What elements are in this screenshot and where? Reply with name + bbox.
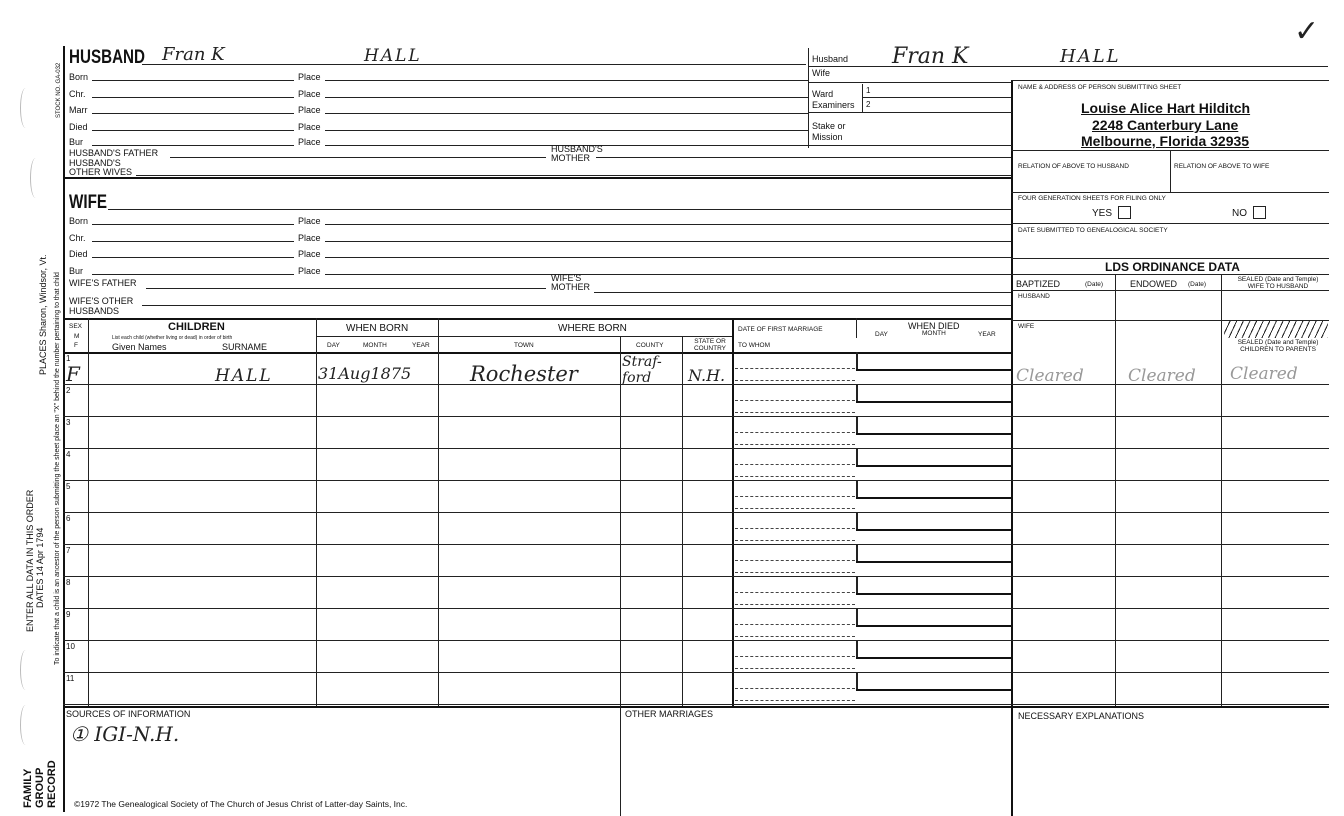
wife-chr-place-label: Place [298, 233, 321, 243]
when-born-header: WHEN BORN [346, 323, 409, 334]
husband-died-label: Died [69, 122, 88, 132]
husband-marr-place-label: Place [298, 105, 321, 115]
wife-chr-label: Chr. [69, 233, 86, 243]
wife-bur-place-label: Place [298, 266, 321, 276]
wifes-other-husbands-label: WIFE'S OTHER HUSBANDS [69, 296, 134, 316]
margin-indicate: To indicate that a child is an ancestor of the person submitting the sheet place an "X" behind the number pertaining to that child [54, 272, 61, 665]
marriage-date-line [735, 368, 855, 369]
child-1-sealed[interactable]: Cleared [1230, 364, 1298, 384]
child-row-number: 11 [66, 674, 75, 683]
child-row-number: 9 [66, 610, 71, 619]
child-row-number: 2 [66, 386, 71, 395]
sex-m-header: M [74, 333, 80, 340]
wife-died-place-label: Place [298, 249, 321, 259]
submitter-street[interactable]: 2248 Canterbury Lane [1092, 117, 1239, 133]
punch-hole [20, 650, 31, 690]
lds-husband-row: HUSBAND [1018, 293, 1050, 300]
hatched-area [1224, 321, 1328, 338]
row-divider [63, 576, 1329, 577]
check-mark: ✓ [1294, 14, 1320, 49]
born-year-header: YEAR [412, 342, 430, 349]
husband-surname[interactable]: HALL [364, 46, 422, 66]
husband-chr-place-label: Place [298, 89, 321, 99]
four-gen-label: FOUR GENERATION SHEETS FOR FILING ONLY [1018, 195, 1166, 202]
to-whom-line [735, 540, 855, 541]
to-whom-line [735, 636, 855, 637]
died-tick [856, 544, 858, 562]
marriage-date-line [735, 688, 855, 689]
died-tick [856, 576, 858, 594]
born-month-header: MONTH [363, 342, 387, 349]
husband-born-place-label: Place [298, 72, 321, 82]
surname-header: SURNAME [222, 342, 268, 352]
sex-header: SEX [69, 323, 83, 330]
died-tick [856, 352, 858, 370]
child-1-baptized[interactable]: Cleared [1016, 366, 1084, 386]
child-row-number: 4 [66, 450, 71, 459]
marriage-date-line [735, 496, 855, 497]
child-1-endowed[interactable]: Cleared [1128, 366, 1196, 386]
examiner-2: 2 [866, 100, 871, 109]
died-line [856, 433, 1012, 435]
marriage-date-line [735, 432, 855, 433]
sealed-wife-header: SEALED (Date and Temple) WIFE TO HUSBAND [1237, 276, 1319, 290]
died-tick [856, 640, 858, 658]
died-line [856, 593, 1012, 595]
died-line [856, 561, 1012, 563]
wifes-father-label: WIFE'S FATHER [69, 278, 137, 288]
marriage-date-line [735, 400, 855, 401]
died-tick [856, 512, 858, 530]
child-row-number: 8 [66, 578, 71, 587]
when-died-header: WHEN DIED [908, 321, 960, 331]
row-divider [63, 416, 1329, 417]
row-divider [63, 448, 1329, 449]
sources-value[interactable]: ① IGI-N.H. [70, 722, 180, 746]
rp-husband-label: Husband [812, 54, 849, 64]
sex-f-header: F [74, 342, 78, 349]
died-tick [856, 416, 858, 434]
row-divider [63, 608, 1329, 609]
died-tick [856, 480, 858, 498]
died-tick [856, 448, 858, 466]
other-marriages-label: OTHER MARRIAGES [625, 709, 714, 719]
punch-hole [30, 158, 41, 198]
relation-wife-label: RELATION OF ABOVE TO WIFE [1174, 163, 1270, 170]
submitter-city[interactable]: Melbourne, Florida 32935 [1081, 133, 1250, 149]
relation-husband-label: RELATION OF ABOVE TO HUSBAND [1018, 163, 1129, 170]
stock-number: STOCK NO. GA-032 [56, 62, 62, 118]
husband-died-place-label: Place [298, 122, 321, 132]
child-1-county[interactable]: Straf-ford [622, 354, 662, 386]
examiner-1: 1 [866, 86, 871, 95]
died-year-header: YEAR [978, 331, 996, 338]
date-submitted-label: DATE SUBMITTED TO GENEALOGICAL SOCIETY [1018, 227, 1168, 234]
husbands-mother-label: HUSBAND'S MOTHER [551, 144, 603, 163]
died-tick [856, 384, 858, 402]
row-divider [63, 480, 1329, 481]
died-tick [856, 672, 858, 690]
child-row-number: 7 [66, 546, 71, 555]
state-header: STATE OR COUNTRY [693, 338, 727, 352]
born-day-header: DAY [327, 342, 340, 349]
child-1-sex[interactable]: F [66, 362, 80, 386]
child-row-number: 3 [66, 418, 71, 427]
margin-dates: DATES 14 Apr 1794 [35, 527, 45, 608]
endowed-header: ENDOWED [1130, 279, 1177, 289]
died-day-header: DAY [875, 331, 888, 338]
row-divider [63, 544, 1329, 545]
died-line [856, 497, 1012, 499]
husband-marr-label: Marr [69, 105, 88, 115]
wife-born-place-label: Place [298, 216, 321, 226]
lds-title: LDS ORDINANCE DATA [1105, 260, 1240, 274]
endowed-date: (Date) [1188, 281, 1207, 288]
child-row-number: 1 [66, 354, 71, 363]
died-line [856, 369, 1012, 371]
punch-hole [20, 88, 31, 128]
explanations-label: NECESSARY EXPLANATIONS [1018, 711, 1145, 721]
husbands-father-label: HUSBAND'S FATHER [69, 148, 159, 158]
form-name: FAMILY GROUP RECORD [22, 760, 58, 808]
yes-label: YES [1092, 208, 1113, 219]
to-whom-line [735, 604, 855, 605]
child-row-number: 6 [66, 514, 71, 523]
to-whom-line [735, 476, 855, 477]
row-divider [63, 512, 1329, 513]
yes-checkbox[interactable] [1118, 206, 1131, 219]
husband-chr-label: Chr. [69, 89, 86, 99]
child-row-number: 10 [66, 642, 75, 651]
row-divider [63, 704, 1329, 705]
died-line [856, 625, 1012, 627]
first-marriage-header: DATE OF FIRST MARRIAGE [738, 326, 823, 333]
died-line [856, 529, 1012, 531]
marriage-date-line [735, 464, 855, 465]
husbands-other-wives-label: HUSBAND'S OTHER WIVES [69, 158, 133, 177]
sealed-children-header: SEALED (Date and Temple) CHILDREN TO PARENTS [1237, 339, 1319, 353]
to-whom-line [735, 668, 855, 669]
stake-mission-label: Stake or Mission [812, 121, 846, 142]
child-1-state[interactable]: N.H. [688, 366, 726, 385]
marriage-date-line [735, 560, 855, 561]
baptized-header: BAPTIZED [1016, 279, 1061, 289]
marriage-date-line [735, 592, 855, 593]
baptized-date: (Date) [1085, 281, 1104, 288]
submitter-heading: NAME & ADDRESS OF PERSON SUBMITTING SHEET [1018, 84, 1182, 91]
marriage-date-line [735, 528, 855, 529]
county-header: COUNTY [636, 342, 664, 349]
to-whom-line [735, 508, 855, 509]
row-divider [63, 640, 1329, 641]
died-line [856, 465, 1012, 467]
died-tick [856, 608, 858, 626]
punch-hole [20, 705, 31, 745]
child-1-town[interactable]: Rochester [470, 362, 578, 386]
died-line [856, 401, 1012, 403]
to-whom-header: TO WHOM [738, 342, 771, 349]
to-whom-line [735, 412, 855, 413]
wife-title: WIFE [69, 192, 107, 213]
margin-places: PLACES Sharon, Windsor, Vt. [38, 254, 48, 375]
husband-given-name[interactable]: Fran K [162, 44, 225, 65]
children-header: CHILDREN [168, 321, 225, 333]
copyright: ©1972 The Genealogical Society of The Church of Jesus Christ of Latter-day Saints, Inc. [74, 799, 408, 809]
wife-bur-label: Bur [69, 266, 84, 276]
rp-husband-given[interactable]: Fran K [892, 44, 969, 69]
husband-born-label: Born [69, 72, 89, 82]
where-born-header: WHERE BORN [558, 323, 627, 334]
husband-bur-place-label: Place [298, 137, 321, 147]
submitter-name[interactable]: Louise Alice Hart Hilditch [1081, 100, 1251, 116]
to-whom-line [735, 380, 855, 381]
to-whom-line [735, 444, 855, 445]
margin-enter-all: ENTER ALL DATA IN THIS ORDER [25, 489, 35, 632]
sources-label: SOURCES OF INFORMATION [66, 709, 191, 719]
died-line [856, 657, 1012, 659]
child-1-born[interactable]: 31Aug1875 [318, 364, 412, 383]
no-label: NO [1232, 208, 1247, 219]
rp-wife-label: Wife [812, 68, 830, 78]
ward-examiners-label: Ward Examiners [812, 89, 855, 110]
to-whom-line [735, 700, 855, 701]
given-names-header: Given Names [112, 342, 167, 352]
husband-bur-label: Bur [69, 137, 84, 147]
row-divider [63, 672, 1329, 673]
died-line [856, 689, 1012, 691]
husband-title: HUSBAND [69, 47, 145, 68]
children-instructions: List each child (whether living or dead) in order of birth [112, 335, 233, 341]
died-month-header: MONTH [922, 330, 946, 337]
no-checkbox[interactable] [1253, 206, 1266, 219]
town-header: TOWN [514, 342, 534, 349]
wifes-mother-label: WIFE'S MOTHER [551, 273, 590, 292]
to-whom-line [735, 572, 855, 573]
child-row-number: 5 [66, 482, 71, 491]
marriage-date-line [735, 656, 855, 657]
lds-wife-row: WIFE [1018, 323, 1035, 330]
rp-husband-surname[interactable]: HALL [1060, 46, 1121, 67]
marriage-date-line [735, 624, 855, 625]
wife-died-label: Died [69, 249, 88, 259]
wife-born-label: Born [69, 216, 89, 226]
child-1-surname[interactable]: HALL [215, 366, 273, 386]
